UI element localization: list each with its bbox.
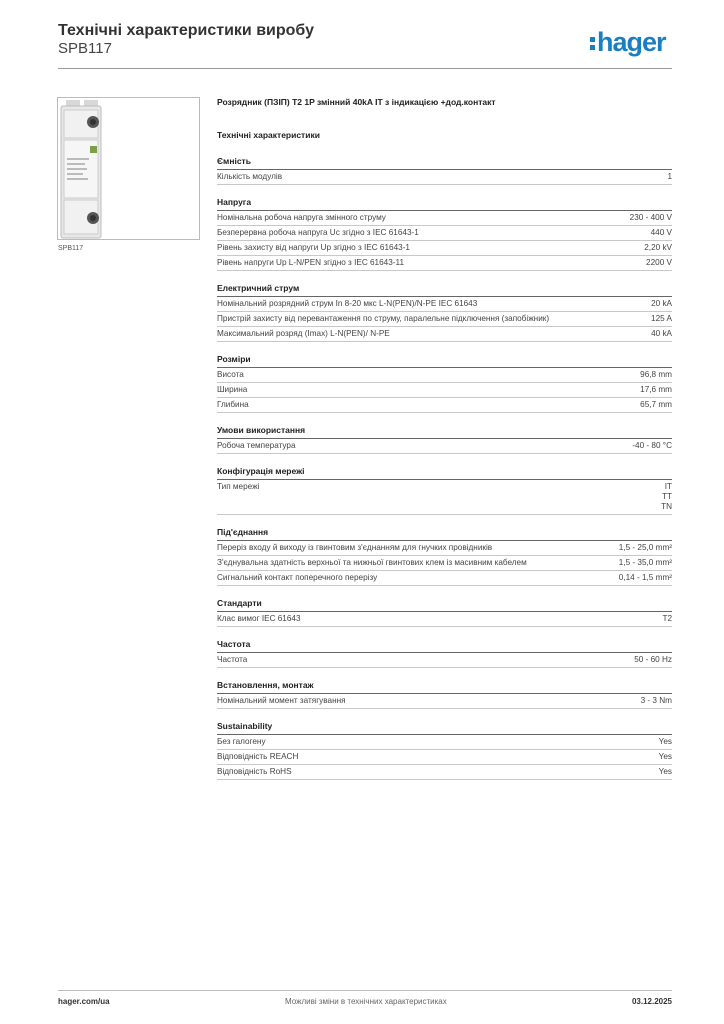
spec-label: Номінальна робоча напруга змінного струму	[217, 213, 386, 222]
spec-value: 125 A	[651, 314, 672, 323]
spec-value: 2,20 kV	[644, 243, 672, 252]
section-title: Електричний струм	[217, 283, 672, 297]
spec-section	[217, 197, 672, 271]
footer-date: 03.12.2025	[631, 997, 672, 1006]
spec-value: 1,5 - 25,0 mm²	[618, 543, 672, 552]
spec-label: Клас вимог IEC 61643	[217, 614, 301, 623]
spec-value: 3 - 3 Nm	[640, 696, 672, 705]
product-description: Розрядник (ПЗІП) T2 1P змінний 40kA IT з індикацією +дод.контакт	[217, 97, 496, 107]
spec-row	[217, 368, 672, 383]
spec-label: Тип мережі	[217, 482, 260, 491]
section-title: Умови використання	[217, 425, 672, 439]
spec-row	[217, 653, 672, 668]
spec-label: Пристрій захисту від перевантаження по струму, паралельне підключення (запобіжник)	[217, 314, 550, 323]
section-title: Частота	[217, 639, 672, 653]
spec-section	[217, 721, 672, 780]
spec-value: 96,8 mm	[640, 370, 672, 379]
section-title: Ємність	[217, 156, 672, 170]
spec-label: Максимальний розряд (Imax) L-N(PEN)/ N-PE	[217, 329, 390, 338]
spec-row	[217, 439, 672, 454]
spec-row	[217, 556, 672, 571]
spec-value: 20 kA	[651, 299, 672, 308]
spec-label: Кількість модулів	[217, 172, 283, 181]
spec-label: Частота	[217, 655, 248, 664]
spec-row	[217, 383, 672, 398]
footer-website: hager.com/ua	[58, 997, 110, 1006]
footer-note: Можливі зміни в технічних характеристиках	[285, 997, 447, 1006]
section-title: Під'єднання	[217, 527, 672, 541]
spec-value: 17,6 mm	[640, 385, 672, 394]
product-image	[57, 97, 200, 240]
logo-text: hager	[597, 26, 666, 57]
spec-value: 1,5 - 35,0 mm²	[618, 558, 672, 567]
product-code: SPB117	[58, 40, 112, 57]
spec-value: 65,7 mm	[640, 400, 672, 409]
spec-heading: Технічні характеристики	[217, 130, 320, 140]
spec-section	[217, 283, 672, 342]
image-caption: SPB117	[58, 245, 84, 252]
section-title: Sustainability	[217, 721, 672, 735]
spec-value: -40 - 80 °C	[632, 441, 672, 450]
spec-row	[217, 765, 672, 780]
spec-value: 0,14 - 1,5 mm²	[618, 573, 672, 582]
spec-label: Рівень напруги Up L-N/PEN згідно з IEC 61643-11	[217, 258, 405, 267]
spec-label: Номінальний момент затягування	[217, 696, 346, 705]
spec-label: Номінальний розрядний струм In 8-20 мкс L-N(PEN)/N-PE IEC 61643	[217, 299, 478, 308]
spec-value: 230 - 400 V	[629, 213, 672, 222]
spec-section	[217, 425, 672, 454]
spec-row	[217, 735, 672, 750]
spec-label: Ширина	[217, 385, 248, 394]
spec-row	[217, 571, 672, 586]
spec-label: Глибина	[217, 400, 249, 409]
hager-logo	[590, 27, 666, 57]
spec-value: 40 kA	[651, 329, 672, 338]
spec-value: 440 V	[650, 228, 672, 237]
spec-label: Висота	[217, 370, 244, 379]
spec-row	[217, 241, 672, 256]
surge-arrester-icon	[58, 98, 199, 239]
spec-value: Yes	[658, 737, 672, 746]
page-title: Технічні характеристики виробу	[58, 22, 314, 39]
section-title: Конфігурація мережі	[217, 466, 672, 480]
spec-row	[217, 398, 672, 413]
spec-value: Yes	[658, 752, 672, 761]
spec-row	[217, 694, 672, 709]
spec-row	[217, 312, 672, 327]
spec-value: T2	[662, 614, 672, 623]
spec-value: 50 - 60 Hz	[634, 655, 672, 664]
header-divider	[58, 68, 672, 69]
spec-row	[217, 541, 672, 556]
spec-label: Робоча температура	[217, 441, 296, 450]
spec-label: Безперервна робоча напруга Uc згідно з IEC 61643-1	[217, 228, 419, 237]
spec-sections	[217, 156, 672, 780]
spec-label: Відповідність REACH	[217, 752, 299, 761]
spec-row	[217, 612, 672, 627]
spec-row	[217, 211, 672, 226]
spec-value: 1	[667, 172, 672, 181]
spec-section	[217, 156, 672, 185]
section-title: Напруга	[217, 197, 672, 211]
spec-section	[217, 680, 672, 709]
spec-content	[217, 96, 672, 780]
spec-row	[217, 256, 672, 271]
spec-label: Переріз входу й виходу із гвинтовим з'єднанням для гнучких провідників	[217, 543, 493, 552]
footer-divider	[58, 990, 672, 991]
section-title: Розміри	[217, 354, 672, 368]
spec-value: 2200 V	[646, 258, 672, 267]
spec-section	[217, 527, 672, 586]
spec-section	[217, 639, 672, 668]
spec-value: Yes	[658, 767, 672, 776]
spec-section	[217, 354, 672, 413]
spec-row	[217, 750, 672, 765]
spec-label: З'єднувальна здатність верхньої та нижньої гвинтових клем із масивним кабелем	[217, 558, 527, 567]
spec-label: Сигнальний контакт поперечного перерізу	[217, 573, 378, 582]
spec-label: Відповідність RoHS	[217, 767, 292, 776]
section-title: Встановлення, монтаж	[217, 680, 672, 694]
spec-label: Рівень захисту від напруги Up згідно з IEC 61643-1	[217, 243, 410, 252]
spec-row	[217, 480, 672, 515]
section-title: Стандарти	[217, 598, 672, 612]
spec-section	[217, 466, 672, 515]
spec-label: Без галогену	[217, 737, 266, 746]
spec-section	[217, 598, 672, 627]
spec-value: IT TT TN	[661, 482, 672, 511]
spec-row	[217, 297, 672, 312]
spec-row	[217, 170, 672, 185]
spec-row	[217, 226, 672, 241]
spec-row	[217, 327, 672, 342]
logo-dots-icon	[590, 32, 595, 52]
